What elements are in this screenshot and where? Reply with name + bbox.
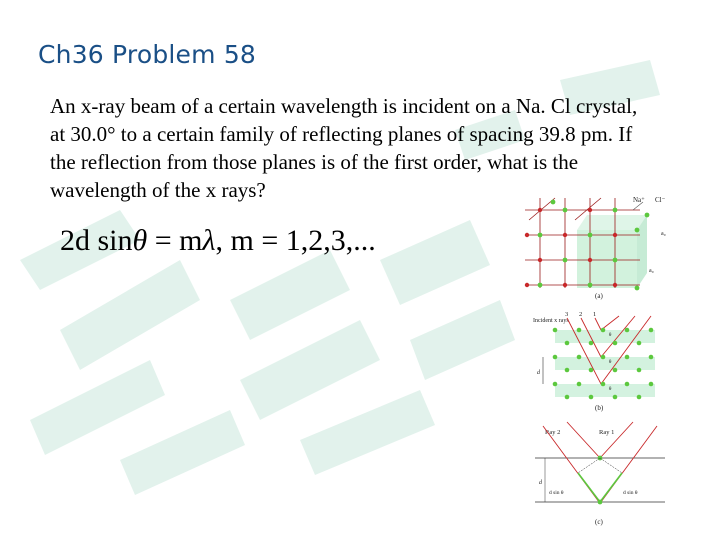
equation-part: , m = 1,2,3,... [215, 224, 376, 257]
caption-c: (c) [595, 518, 603, 526]
crystal-diffraction-figure [515, 190, 675, 530]
equation-part: 2d sin [60, 224, 133, 257]
equation-theta: θ [132, 224, 148, 257]
geometry-d-label: d [539, 480, 542, 486]
theta-label: θ [609, 360, 612, 365]
equation-part: = m [147, 224, 203, 257]
path-difference-right: d sin θ [623, 490, 638, 496]
lattice-constant-label: a₀ [661, 231, 666, 237]
theta-label: θ [609, 333, 612, 338]
bragg-equation [60, 224, 376, 258]
reflection-panel-b [533, 311, 655, 412]
ray-number: 1 [593, 311, 597, 318]
equation-lambda: λ [202, 224, 216, 257]
cl-ion-label: Cl⁻ [655, 196, 666, 204]
ray-1-label: Ray 1 [599, 429, 615, 436]
caption-b: (b) [595, 404, 604, 412]
caption-a: (a) [595, 292, 603, 300]
path-difference-left: d sin θ [549, 490, 564, 496]
incident-rays-label: Incident x rays [533, 318, 569, 324]
spacing-d-label: d [537, 370, 540, 376]
lattice-panel-a [525, 196, 666, 300]
page-title: Ch36 Problem 58 [38, 40, 257, 69]
ray-number: 2 [579, 311, 583, 318]
na-ion-label: Na⁺ [633, 196, 645, 204]
ray-2-label: Ray 2 [545, 429, 561, 436]
ray-number: 3 [565, 311, 569, 318]
theta-label: θ [609, 387, 612, 392]
lattice-constant-label: a₀ [649, 268, 654, 274]
geometry-panel-c [535, 422, 665, 526]
problem-text: An x-ray beam of a certain wavelength is incident on a Na. Cl crystal, at 30.0° to a certain family of reflecting planes of spacing 39.8 pm. If the reflection from those planes is of the first order, what is the wavelength of the x rays? [50, 94, 638, 202]
